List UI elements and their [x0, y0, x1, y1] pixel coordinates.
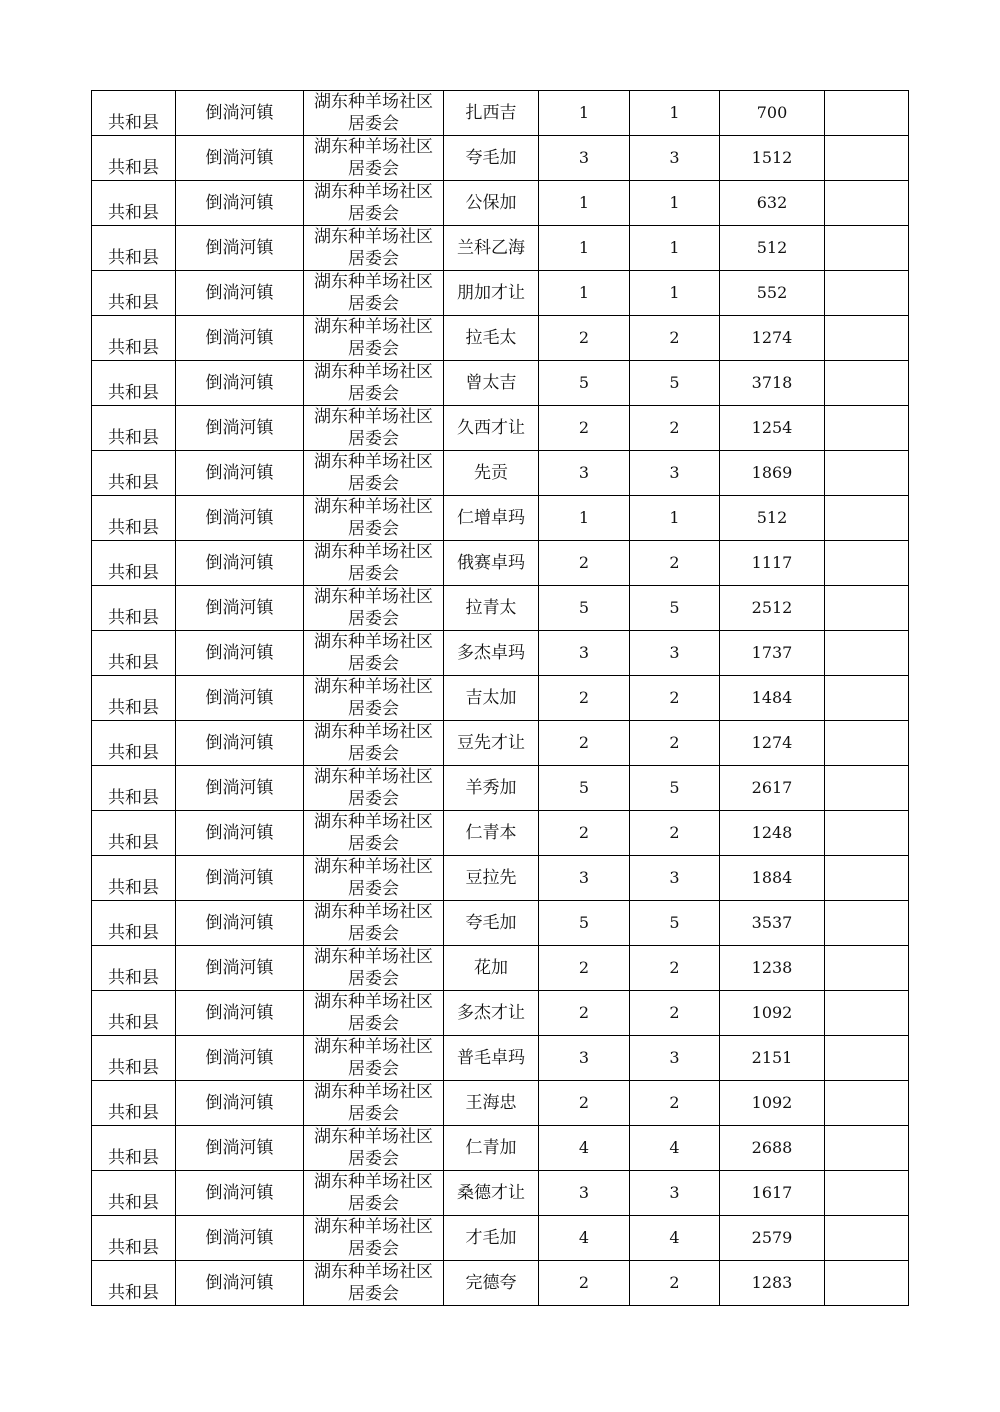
name-cell: 完德夸 [444, 1261, 539, 1306]
table-row [92, 1081, 909, 1126]
community-line-2: 居委会 [348, 519, 399, 539]
community-line-1: 湖东种羊场社区 [314, 947, 433, 967]
table-row [92, 361, 909, 406]
count-a-cell: 5 [539, 361, 630, 406]
note-cell [825, 271, 909, 316]
count-a-cell: 5 [539, 766, 630, 811]
amount-cell: 1512 [720, 136, 825, 181]
county-cell: 共和县 [92, 631, 176, 676]
count-a-cell: 5 [539, 901, 630, 946]
name-cell: 俄赛卓玛 [444, 541, 539, 586]
community-line-2: 居委会 [348, 339, 399, 359]
count-b-cell: 1 [630, 226, 720, 271]
county-cell: 共和县 [92, 226, 176, 271]
note-cell [825, 1081, 909, 1126]
community-line-1: 湖东种羊场社区 [314, 182, 433, 202]
town-cell: 倒淌河镇 [176, 811, 304, 856]
count-b-cell: 2 [630, 676, 720, 721]
note-cell [825, 946, 909, 991]
community-line-1: 湖东种羊场社区 [314, 1262, 433, 1282]
community-line-1: 湖东种羊场社区 [314, 272, 433, 292]
community-cell [304, 1081, 444, 1126]
community-cell [304, 946, 444, 991]
note-cell [825, 676, 909, 721]
community-line-2: 居委会 [348, 564, 399, 584]
count-b-cell: 1 [630, 496, 720, 541]
table-row [92, 136, 909, 181]
table-row [92, 451, 909, 496]
name-cell: 豆先才让 [444, 721, 539, 766]
town-cell: 倒淌河镇 [176, 1216, 304, 1261]
note-cell [825, 721, 909, 766]
community-line-1: 湖东种羊场社区 [314, 362, 433, 382]
table-row [92, 91, 909, 136]
community-line-1: 湖东种羊场社区 [314, 1037, 433, 1057]
amount-cell: 3718 [720, 361, 825, 406]
community-line-2: 居委会 [348, 114, 399, 134]
community-cell [304, 586, 444, 631]
count-a-cell: 2 [539, 541, 630, 586]
count-a-cell: 1 [539, 181, 630, 226]
count-b-cell: 5 [630, 766, 720, 811]
count-a-cell: 3 [539, 631, 630, 676]
community-line-2: 居委会 [348, 1014, 399, 1034]
table-row [92, 586, 909, 631]
community-line-2: 居委会 [348, 1104, 399, 1124]
community-cell [304, 226, 444, 271]
community-line-2: 居委会 [348, 1284, 399, 1304]
county-cell: 共和县 [92, 721, 176, 766]
count-b-cell: 4 [630, 1126, 720, 1171]
county-cell: 共和县 [92, 361, 176, 406]
county-cell: 共和县 [92, 1261, 176, 1306]
table-row [92, 181, 909, 226]
name-cell: 豆拉先 [444, 856, 539, 901]
note-cell [825, 1171, 909, 1216]
count-b-cell: 4 [630, 1216, 720, 1261]
table-row [92, 271, 909, 316]
amount-cell: 1869 [720, 451, 825, 496]
count-b-cell: 2 [630, 946, 720, 991]
table-row [92, 901, 909, 946]
note-cell [825, 316, 909, 361]
count-b-cell: 1 [630, 91, 720, 136]
note-cell [825, 91, 909, 136]
count-a-cell: 3 [539, 1036, 630, 1081]
count-a-cell: 2 [539, 1081, 630, 1126]
town-cell: 倒淌河镇 [176, 946, 304, 991]
amount-cell: 1274 [720, 721, 825, 766]
amount-cell: 2151 [720, 1036, 825, 1081]
count-b-cell: 2 [630, 811, 720, 856]
table-row [92, 811, 909, 856]
town-cell: 倒淌河镇 [176, 91, 304, 136]
community-line-1: 湖东种羊场社区 [314, 1082, 433, 1102]
community-cell [304, 271, 444, 316]
count-a-cell: 2 [539, 811, 630, 856]
town-cell: 倒淌河镇 [176, 451, 304, 496]
table-row [92, 1261, 909, 1306]
amount-cell: 1238 [720, 946, 825, 991]
amount-cell: 700 [720, 91, 825, 136]
amount-cell: 2579 [720, 1216, 825, 1261]
amount-cell: 1274 [720, 316, 825, 361]
table-row [92, 1036, 909, 1081]
community-cell [304, 541, 444, 586]
count-b-cell: 5 [630, 586, 720, 631]
roster-table [91, 90, 909, 1306]
community-cell [304, 1261, 444, 1306]
count-a-cell: 2 [539, 316, 630, 361]
county-cell: 共和县 [92, 91, 176, 136]
community-line-1: 湖东种羊场社区 [314, 407, 433, 427]
name-cell: 拉青太 [444, 586, 539, 631]
town-cell: 倒淌河镇 [176, 1126, 304, 1171]
community-cell [304, 676, 444, 721]
table-row [92, 1171, 909, 1216]
count-a-cell: 2 [539, 676, 630, 721]
table-row [92, 1216, 909, 1261]
name-cell: 花加 [444, 946, 539, 991]
name-cell: 才毛加 [444, 1216, 539, 1261]
amount-cell: 1248 [720, 811, 825, 856]
count-a-cell: 1 [539, 271, 630, 316]
community-cell [304, 1126, 444, 1171]
county-cell: 共和县 [92, 271, 176, 316]
community-cell [304, 496, 444, 541]
name-cell: 久西才让 [444, 406, 539, 451]
amount-cell: 1092 [720, 1081, 825, 1126]
count-b-cell: 3 [630, 136, 720, 181]
count-b-cell: 3 [630, 1171, 720, 1216]
amount-cell: 552 [720, 271, 825, 316]
amount-cell: 2617 [720, 766, 825, 811]
amount-cell: 1117 [720, 541, 825, 586]
town-cell: 倒淌河镇 [176, 991, 304, 1036]
count-a-cell: 2 [539, 406, 630, 451]
community-line-2: 居委会 [348, 1239, 399, 1259]
county-cell: 共和县 [92, 1036, 176, 1081]
note-cell [825, 181, 909, 226]
town-cell: 倒淌河镇 [176, 1171, 304, 1216]
amount-cell: 1884 [720, 856, 825, 901]
community-cell [304, 181, 444, 226]
community-line-1: 湖东种羊场社区 [314, 632, 433, 652]
note-cell [825, 1036, 909, 1081]
community-line-2: 居委会 [348, 294, 399, 314]
community-line-2: 居委会 [348, 159, 399, 179]
town-cell: 倒淌河镇 [176, 541, 304, 586]
community-cell [304, 766, 444, 811]
note-cell [825, 991, 909, 1036]
community-cell [304, 1171, 444, 1216]
community-line-2: 居委会 [348, 834, 399, 854]
note-cell [825, 451, 909, 496]
town-cell: 倒淌河镇 [176, 361, 304, 406]
amount-cell: 1092 [720, 991, 825, 1036]
note-cell [825, 1126, 909, 1171]
table-row [92, 1126, 909, 1171]
note-cell [825, 541, 909, 586]
amount-cell: 2512 [720, 586, 825, 631]
county-cell: 共和县 [92, 1126, 176, 1171]
table-row [92, 541, 909, 586]
count-b-cell: 3 [630, 856, 720, 901]
county-cell: 共和县 [92, 946, 176, 991]
community-line-2: 居委会 [348, 1194, 399, 1214]
count-a-cell: 1 [539, 496, 630, 541]
town-cell: 倒淌河镇 [176, 676, 304, 721]
community-cell [304, 136, 444, 181]
table-row [92, 226, 909, 271]
table-row [92, 406, 909, 451]
community-line-2: 居委会 [348, 249, 399, 269]
name-cell: 兰科乙海 [444, 226, 539, 271]
count-a-cell: 2 [539, 991, 630, 1036]
count-b-cell: 3 [630, 1036, 720, 1081]
county-cell: 共和县 [92, 1216, 176, 1261]
community-cell [304, 991, 444, 1036]
town-cell: 倒淌河镇 [176, 496, 304, 541]
county-cell: 共和县 [92, 181, 176, 226]
note-cell [825, 136, 909, 181]
table-row [92, 676, 909, 721]
count-a-cell: 3 [539, 451, 630, 496]
town-cell: 倒淌河镇 [176, 586, 304, 631]
community-line-2: 居委会 [348, 879, 399, 899]
community-line-2: 居委会 [348, 924, 399, 944]
name-cell: 多杰卓玛 [444, 631, 539, 676]
town-cell: 倒淌河镇 [176, 181, 304, 226]
count-a-cell: 5 [539, 586, 630, 631]
name-cell: 夸毛加 [444, 901, 539, 946]
name-cell: 公保加 [444, 181, 539, 226]
name-cell: 王海忠 [444, 1081, 539, 1126]
town-cell: 倒淌河镇 [176, 136, 304, 181]
count-b-cell: 2 [630, 1081, 720, 1126]
count-b-cell: 3 [630, 631, 720, 676]
name-cell: 吉太加 [444, 676, 539, 721]
community-line-1: 湖东种羊场社区 [314, 1217, 433, 1237]
county-cell: 共和县 [92, 811, 176, 856]
table-row [92, 991, 909, 1036]
name-cell: 曾太吉 [444, 361, 539, 406]
community-cell [304, 856, 444, 901]
community-cell [304, 811, 444, 856]
county-cell: 共和县 [92, 901, 176, 946]
amount-cell: 512 [720, 496, 825, 541]
community-line-1: 湖东种羊场社区 [314, 497, 433, 517]
community-line-2: 居委会 [348, 609, 399, 629]
community-cell [304, 406, 444, 451]
note-cell [825, 856, 909, 901]
note-cell [825, 1261, 909, 1306]
county-cell: 共和县 [92, 136, 176, 181]
community-line-1: 湖东种羊场社区 [314, 992, 433, 1012]
county-cell: 共和县 [92, 856, 176, 901]
community-cell [304, 316, 444, 361]
town-cell: 倒淌河镇 [176, 766, 304, 811]
count-a-cell: 4 [539, 1126, 630, 1171]
community-line-1: 湖东种羊场社区 [314, 542, 433, 562]
community-line-1: 湖东种羊场社区 [314, 812, 433, 832]
count-a-cell: 3 [539, 1171, 630, 1216]
table-row [92, 946, 909, 991]
count-b-cell: 5 [630, 901, 720, 946]
note-cell [825, 361, 909, 406]
community-line-2: 居委会 [348, 204, 399, 224]
table-row [92, 496, 909, 541]
town-cell: 倒淌河镇 [176, 406, 304, 451]
community-line-2: 居委会 [348, 654, 399, 674]
note-cell [825, 631, 909, 676]
community-line-1: 湖东种羊场社区 [314, 1127, 433, 1147]
name-cell: 夸毛加 [444, 136, 539, 181]
amount-cell: 1484 [720, 676, 825, 721]
community-cell [304, 361, 444, 406]
count-a-cell: 2 [539, 946, 630, 991]
town-cell: 倒淌河镇 [176, 721, 304, 766]
amount-cell: 3537 [720, 901, 825, 946]
town-cell: 倒淌河镇 [176, 1036, 304, 1081]
count-b-cell: 2 [630, 406, 720, 451]
community-line-1: 湖东种羊场社区 [314, 587, 433, 607]
count-a-cell: 1 [539, 91, 630, 136]
amount-cell: 512 [720, 226, 825, 271]
community-line-2: 居委会 [348, 699, 399, 719]
amount-cell: 1254 [720, 406, 825, 451]
community-line-1: 湖东种羊场社区 [314, 1172, 433, 1192]
name-cell: 扎西吉 [444, 91, 539, 136]
community-cell [304, 901, 444, 946]
community-line-1: 湖东种羊场社区 [314, 137, 433, 157]
table-row [92, 631, 909, 676]
name-cell: 仁增卓玛 [444, 496, 539, 541]
table-row [92, 721, 909, 766]
county-cell: 共和县 [92, 541, 176, 586]
town-cell: 倒淌河镇 [176, 901, 304, 946]
count-b-cell: 2 [630, 991, 720, 1036]
count-b-cell: 2 [630, 1261, 720, 1306]
county-cell: 共和县 [92, 496, 176, 541]
town-cell: 倒淌河镇 [176, 271, 304, 316]
community-line-1: 湖东种羊场社区 [314, 452, 433, 472]
county-cell: 共和县 [92, 316, 176, 361]
community-cell [304, 91, 444, 136]
town-cell: 倒淌河镇 [176, 1261, 304, 1306]
name-cell: 拉毛太 [444, 316, 539, 361]
county-cell: 共和县 [92, 1081, 176, 1126]
name-cell: 多杰才让 [444, 991, 539, 1036]
community-line-2: 居委会 [348, 384, 399, 404]
community-cell [304, 451, 444, 496]
name-cell: 朋加才让 [444, 271, 539, 316]
county-cell: 共和县 [92, 991, 176, 1036]
count-a-cell: 2 [539, 1261, 630, 1306]
note-cell [825, 586, 909, 631]
amount-cell: 632 [720, 181, 825, 226]
name-cell: 先贡 [444, 451, 539, 496]
amount-cell: 1617 [720, 1171, 825, 1216]
community-line-1: 湖东种羊场社区 [314, 722, 433, 742]
county-cell: 共和县 [92, 451, 176, 496]
town-cell: 倒淌河镇 [176, 226, 304, 271]
town-cell: 倒淌河镇 [176, 316, 304, 361]
name-cell: 桑德才让 [444, 1171, 539, 1216]
count-b-cell: 2 [630, 721, 720, 766]
community-cell [304, 721, 444, 766]
town-cell: 倒淌河镇 [176, 856, 304, 901]
town-cell: 倒淌河镇 [176, 1081, 304, 1126]
county-cell: 共和县 [92, 586, 176, 631]
note-cell [825, 811, 909, 856]
count-b-cell: 3 [630, 451, 720, 496]
amount-cell: 1737 [720, 631, 825, 676]
count-b-cell: 5 [630, 361, 720, 406]
county-cell: 共和县 [92, 406, 176, 451]
community-line-1: 湖东种羊场社区 [314, 92, 433, 112]
count-a-cell: 3 [539, 856, 630, 901]
community-line-2: 居委会 [348, 789, 399, 809]
count-b-cell: 2 [630, 316, 720, 361]
roster-table-body [92, 91, 909, 1306]
name-cell: 仁青本 [444, 811, 539, 856]
community-cell [304, 1216, 444, 1261]
community-cell [304, 631, 444, 676]
count-b-cell: 1 [630, 181, 720, 226]
amount-cell: 2688 [720, 1126, 825, 1171]
note-cell [825, 406, 909, 451]
note-cell [825, 766, 909, 811]
community-line-1: 湖东种羊场社区 [314, 227, 433, 247]
table-row [92, 766, 909, 811]
note-cell [825, 1216, 909, 1261]
name-cell: 羊秀加 [444, 766, 539, 811]
table-row [92, 316, 909, 361]
count-a-cell: 4 [539, 1216, 630, 1261]
community-cell [304, 1036, 444, 1081]
community-line-2: 居委会 [348, 1059, 399, 1079]
community-line-2: 居委会 [348, 1149, 399, 1169]
town-cell: 倒淌河镇 [176, 631, 304, 676]
note-cell [825, 496, 909, 541]
note-cell [825, 226, 909, 271]
county-cell: 共和县 [92, 676, 176, 721]
count-a-cell: 3 [539, 136, 630, 181]
count-a-cell: 2 [539, 721, 630, 766]
table-row [92, 856, 909, 901]
community-line-2: 居委会 [348, 744, 399, 764]
county-cell: 共和县 [92, 766, 176, 811]
count-b-cell: 1 [630, 271, 720, 316]
name-cell: 普毛卓玛 [444, 1036, 539, 1081]
count-a-cell: 1 [539, 226, 630, 271]
community-line-2: 居委会 [348, 474, 399, 494]
community-line-1: 湖东种羊场社区 [314, 902, 433, 922]
amount-cell: 1283 [720, 1261, 825, 1306]
community-line-1: 湖东种羊场社区 [314, 767, 433, 787]
community-line-2: 居委会 [348, 429, 399, 449]
community-line-2: 居委会 [348, 969, 399, 989]
community-line-1: 湖东种羊场社区 [314, 677, 433, 697]
count-b-cell: 2 [630, 541, 720, 586]
name-cell: 仁青加 [444, 1126, 539, 1171]
community-line-1: 湖东种羊场社区 [314, 317, 433, 337]
county-cell: 共和县 [92, 1171, 176, 1216]
note-cell [825, 901, 909, 946]
community-line-1: 湖东种羊场社区 [314, 857, 433, 877]
